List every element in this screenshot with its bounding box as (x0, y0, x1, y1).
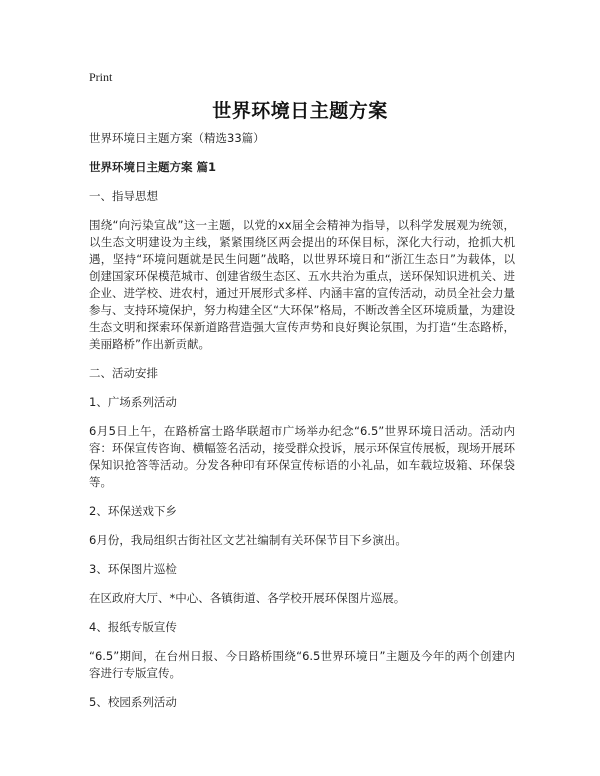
print-link[interactable]: Print (89, 70, 113, 84)
heading-square-activities: 1、广场系列活动 (89, 395, 177, 409)
heading-photo-exhibition: 3、环保图片巡检 (89, 562, 177, 576)
heading-guiding-ideology: 一、指导思想 (89, 189, 158, 203)
paragraph-photo-exhibition: 在区政府大厅、*中心、各镇街道、各学校开展环保图片巡展。 (89, 591, 406, 605)
heading-activity-arrangement: 二、活动安排 (89, 366, 158, 380)
paragraph-guiding-ideology: 围绕“向污染宣战”这一主题，以党的xx届全会精神为指导，以科学发展观为统领，以生态文明建设为主线，紧紧围绕区两会提出的环保目标，深化大行动，抢抓大机遇，坚持“环境问题就是民生问题”战略，以世界环境日和“浙江生态日”为载体，以创建国家环保模范城市、创建省级生态区、五水共治为重点，送环保知识进机关、进企业、进学校、进农村，通过开展形式多样、内涵丰富的宣传活动，动员全社会力量参与、支持环境保护，努力构建全区“大环保”格局，不断改善全区环境质量，为建设生态文明和探索环保新道路营造强大宣传声势和良好舆论氛围，为打造“生态路桥，美丽路桥”作出新贡献。 (89, 218, 515, 351)
heading-campus-activities: 5、校园系列活动 (89, 695, 177, 709)
page-title: 世界环境日主题方案 (212, 100, 388, 122)
paragraph-square-activities: 6月5日上午，在路桥富士路华联超市广场举办纪念“6.5”世界环境日活动。活动内容：环保宣传咨询、横幅签名活动，接受群众投诉，展示环保宣传展板，现场开展环保知识抢答等活动。分发各种印有环保宣传标语的小礼品，如车载垃圾箱、环保袋等。 (89, 424, 515, 489)
document-body (89, 130, 515, 723)
paragraph-newspaper-feature: “6.5”期间，在台州日报、今日路桥围绕“6.5世界环境日”主题及今年的两个创建内容进行专版宣传。 (89, 649, 515, 680)
document-subtitle: 世界环境日主题方案（精选33篇） (89, 131, 265, 145)
heading-newspaper-feature: 4、报纸专版宣传 (89, 620, 177, 634)
heading-drama-to-countryside: 2、环保送戏下乡 (89, 504, 177, 518)
section-heading: 世界环境日主题方案 篇1 (89, 160, 217, 174)
paragraph-drama-to-countryside: 6月份，我局组织古街社区文艺社编制有关环保节目下乡演出。 (89, 533, 407, 547)
